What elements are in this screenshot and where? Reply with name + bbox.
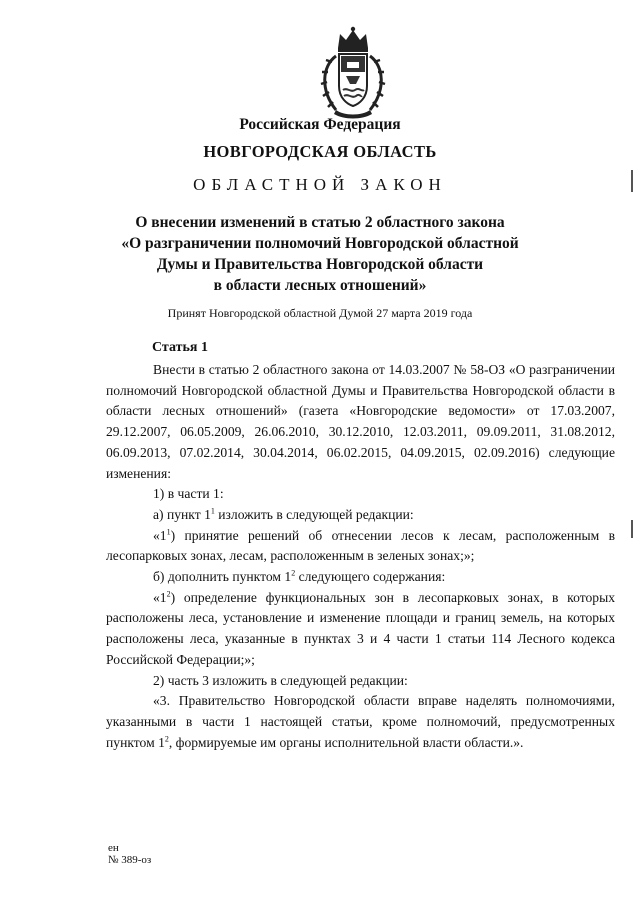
- law-title: [0, 212, 640, 296]
- executor-initials: ен: [108, 842, 119, 854]
- novgorod-coat-of-arms-icon: [316, 26, 390, 120]
- document-number: № 389-оз: [108, 854, 152, 866]
- list-item: б) дополнить пунктом $1^2$ следующего содержания:: [153, 568, 446, 585]
- scan-edge-mark: [631, 520, 633, 538]
- quoted-text: «$1^1$) принятие решений об отнесении лесов к лесам, расположенным в лесопарковых зонах, лесам, расположенным в зеленых зонах;»;: [106, 527, 615, 564]
- article-heading: Статья 1: [152, 340, 208, 355]
- article-intro: Внести в статью 2 областного закона от 14.03.2007 № 58-ОЗ «О разграничении полномочий Новгородской областной Думы и Правительства Новгородской области в области лесных отношений» (газета «Новгородские ведомости» от 17.03.2007, 29.12.2007, 06.05.2009, 26.06.2010, 30.12.2010, 12.03.2011, 09.09.2011, 31.08.2012, 06.09.2013, 07.02.2014, 30.04.2014, 06.02.2015, 04.09.2015, 02.09.2016) следующие изменения:: [106, 362, 615, 481]
- region-name: НОВГОРОДСКАЯ ОБЛАСТЬ: [203, 142, 437, 161]
- article-body: [106, 360, 615, 753]
- federation-name: Российская Федерация: [239, 116, 401, 133]
- document-type: ОБЛАСТНОЙ ЗАКОН: [193, 175, 447, 194]
- quoted-text: «3. Правительство Новгородской области вправе наделять полномочиями, указанными в части 1 настоящей статьи, кроме полномочий, предусмотренных пунктом $1^2$, формируемые им органы исполнительной власти области.».: [106, 693, 615, 750]
- scan-edge-mark: [631, 170, 633, 192]
- document-footer: [108, 842, 151, 866]
- law-title-line: «О разграничении полномочий Новгородской областной: [121, 235, 519, 252]
- law-title-line: О внесении изменений в статью 2 областного закона: [135, 214, 505, 231]
- list-item: а) пункт $1^1$ изложить в следующей редакции:: [153, 506, 414, 522]
- quoted-text: «$1^2$) определение функциональных зон в лесопарковых зонах, в которых расположены леса, установление и изменение площади и границ земель, на которых расположены леса, указанные в пунктах 3 и 4 части 1 статьи 114 Лесного кодекса Российской Федерации;»;: [106, 589, 615, 667]
- law-title-line: в области лесных отношений»: [213, 277, 427, 294]
- law-title-line: Думы и Правительства Новгородской области: [156, 256, 484, 273]
- list-item: 1) в части 1:: [153, 486, 224, 502]
- list-item: 2) часть 3 изложить в следующей редакции:: [153, 672, 408, 688]
- adoption-note: Принят Новгородской областной Думой 27 марта 2019 года: [167, 306, 473, 320]
